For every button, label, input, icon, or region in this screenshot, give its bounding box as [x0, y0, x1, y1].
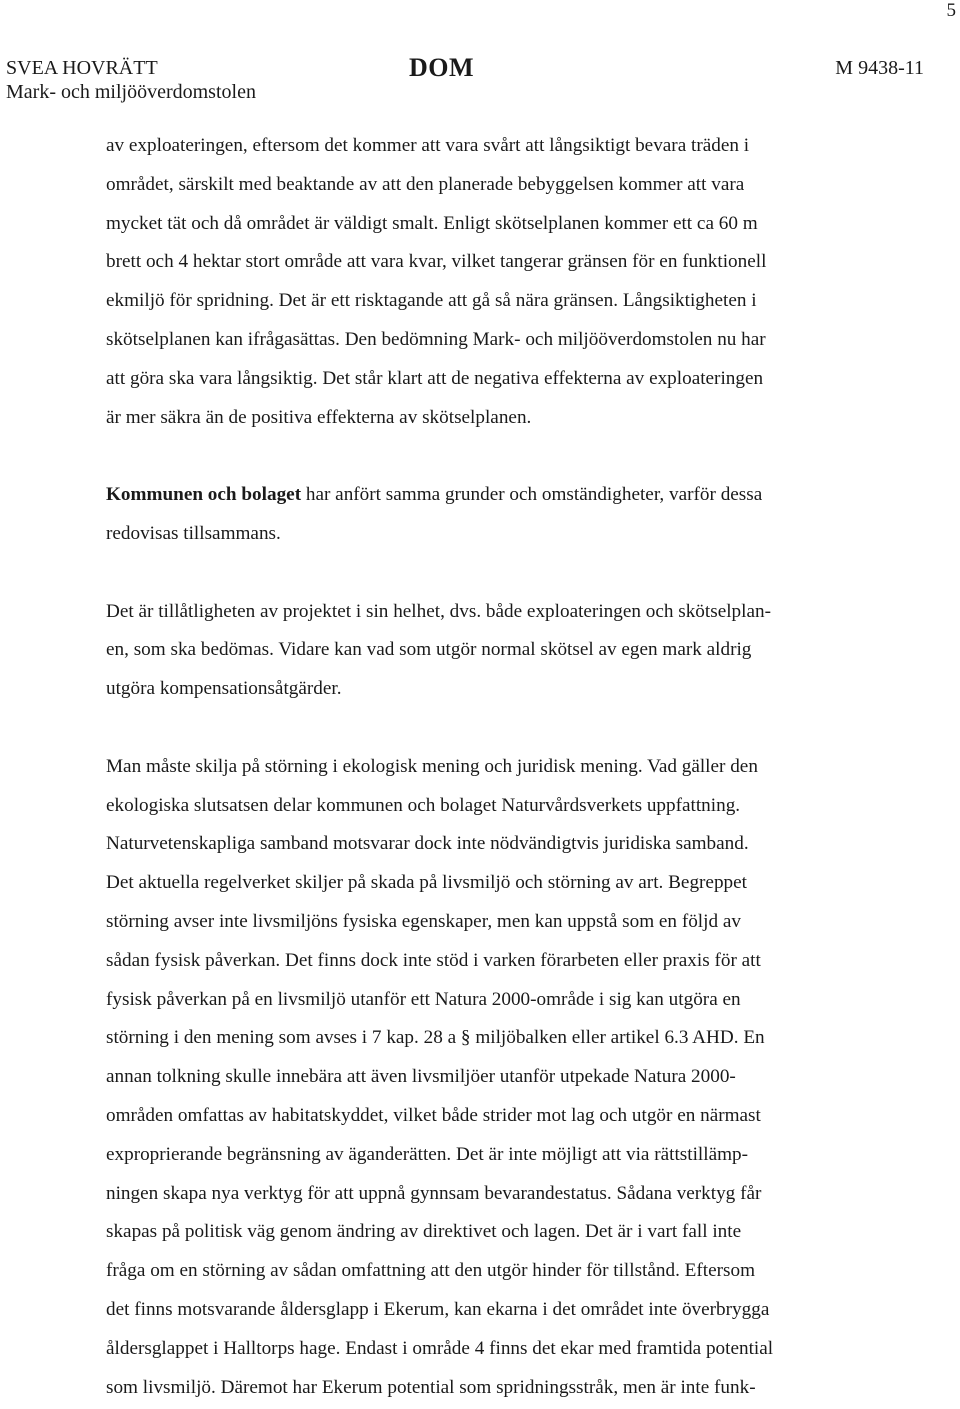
text-line: åldersglappet i Halltorps hage. Endast i område 4 finns det ekar med framtida potential [106, 1337, 774, 1359]
paragraph-2 [106, 476, 896, 554]
paragraph-2-lead: Kommunen och bolaget [106, 484, 302, 506]
text-line: av exploateringen, eftersom det kommer att vara svårt att långsiktigt bevara träden i [106, 135, 750, 156]
paragraph-4 [106, 748, 896, 1408]
document-type: DOM [409, 53, 475, 82]
text-line: det finns motsvarande åldersglapp i Ekerum, kan ekarna i det området inte överbrygga [106, 1298, 770, 1320]
text-line: som livsmiljö. Däremot har Ekerum potential som spridningsstråk, men är inte funk- [106, 1376, 756, 1398]
text-line: fråga om en störning av sådan omfattning att den utgör hinder för tillstånd. Eftersom [106, 1260, 756, 1282]
text-line: ekmiljö för spridning. Det är ett risktagande att gå så nära gränsen. Långsiktigheten i [106, 290, 757, 312]
text-line: är mer säkra än de positiva effekterna av skötselplanen. [106, 406, 532, 428]
text-line: Man måste skilja på störning i ekologisk mening och juridisk mening. Vad gäller den [106, 755, 758, 777]
text-line: exproprierande begränsning av äganderätten. Det är inte möjligt att via rättstillämp- [106, 1143, 749, 1165]
page-number: 5 [946, 0, 956, 21]
case-number: M 9438-11 [835, 57, 924, 79]
text-line: ningen skapa nya verktyg för att uppnå gynnsam bevarandestatus. Sådana verktyg får [106, 1182, 762, 1204]
paragraph-3 [106, 593, 896, 709]
text-line: fysisk påverkan på en livsmiljö utanför ett Natura 2000-område i sig kan utgöra en [106, 988, 741, 1010]
text-line: området, särskilt med beaktande av att den planerade bebyggelsen kommer att vara [106, 173, 745, 195]
paragraph-1 [106, 127, 896, 437]
text-line: ekologiska slutsatsen delar kommunen och bolaget Naturvårdsverkets uppfattning. [106, 794, 741, 816]
text-line: redovisas tillsammans. [106, 522, 281, 544]
text-line: områden omfattas av habitatskyddet, vilket både strider mot lag och utgör en närmast [106, 1104, 761, 1126]
text-line: skapas på politisk väg genom ändring av direktivet och lagen. Det är i vart fall inte [106, 1221, 742, 1243]
court-name: SVEA HOVRÄTT [6, 57, 158, 79]
text-line: störning i den mening som avses i 7 kap. 28 a § miljöbalken eller artikel 6.3 AHD. En [106, 1027, 765, 1049]
text-line: störning avser inte livsmiljöns fysiska egenskaper, men kan uppstå som en följd av [106, 910, 741, 932]
document-body [106, 127, 896, 1407]
text-line: mycket tät och då området är väldigt smalt. Enligt skötselplanen kommer ett ca 60 m [106, 212, 758, 234]
document-header [6, 53, 924, 106]
text-line: att göra ska vara långsiktig. Det står klart att de negativa effekterna av exploateringen [106, 367, 764, 389]
text-line: brett och 4 hektar stort område att vara kvar, vilket tangerar gränsen för en funktionell [106, 251, 767, 273]
text-line: annan tolkning skulle innebära att även livsmiljöer utanför utpekade Natura 2000- [106, 1066, 736, 1088]
text-line: sådan fysisk påverkan. Det finns dock inte stöd i varken förarbeten eller praxis för att [106, 949, 761, 971]
court-division: Mark- och miljööverdomstolen [6, 81, 256, 103]
text-line: Det aktuella regelverket skiljer på skada på livsmiljö och störning av art. Begreppet [106, 872, 747, 894]
text-line: har anfört samma grunder och omständigheter, varför dessa [301, 484, 763, 506]
text-line: Det är tillåtligheten av projektet i sin helhet, dvs. både exploateringen och skötselplan- [106, 600, 771, 622]
text-line: en, som ska bedömas. Vidare kan vad som utgör normal skötsel av egen mark aldrig [106, 639, 752, 661]
text-line: utgöra kompensationsåtgärder. [106, 678, 342, 700]
text-line: Naturvetenskapliga samband motsvarar dock inte nödvändigtvis juridiska samband. [106, 833, 749, 855]
text-line: skötselplanen kan ifrågasättas. Den bedömning Mark- och miljööverdomstolen nu har [106, 328, 766, 350]
